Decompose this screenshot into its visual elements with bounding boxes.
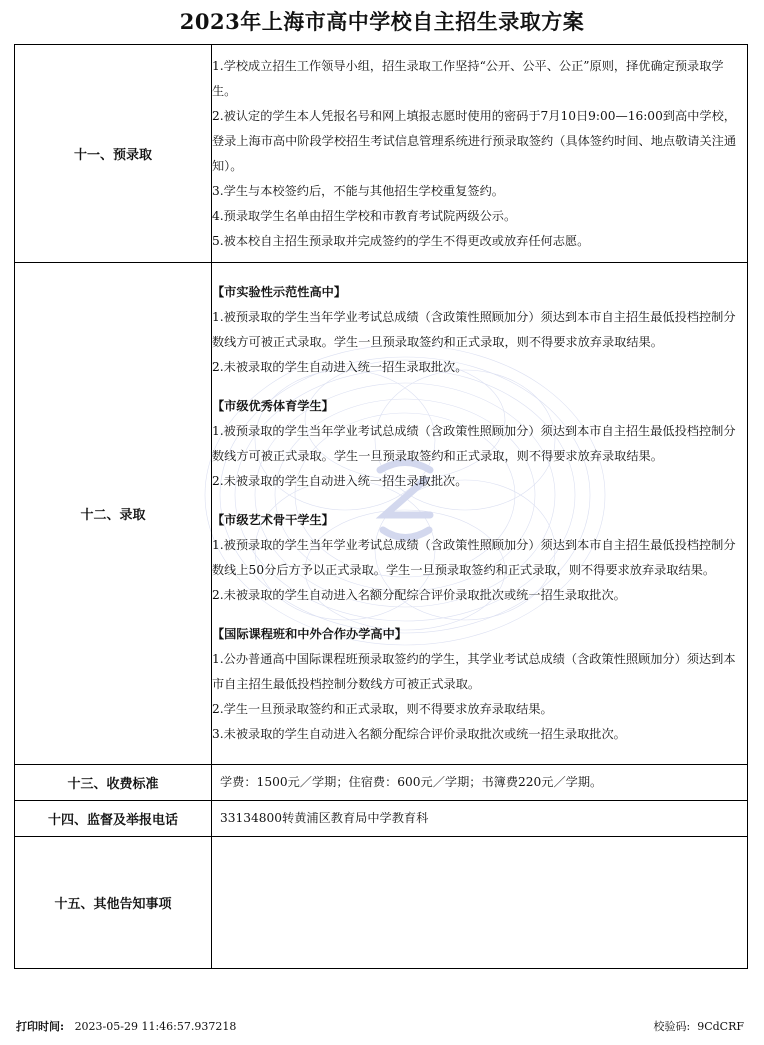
row-other: [15, 837, 748, 969]
row-admission: [15, 263, 748, 765]
row-content: [212, 45, 748, 263]
row-fees: [15, 765, 748, 801]
paragraph: 1.学校成立招生工作领导小组，招生录取工作坚持“公开、公平、公正”原则，择优确定预录取学生。: [212, 58, 724, 98]
section-heading: 【市实验性示范性高中】: [212, 285, 347, 299]
row-pre-admission: [15, 45, 748, 263]
row-hotline: [15, 801, 748, 837]
paragraph: 1.公办普通高中国际课程班预录取签约的学生，其学业考试总成绩（含政策性照顾加分）须达到本市自主招生最低投档控制分数线方可被正式录取。: [212, 652, 736, 691]
row-content: 33134800转黄浦区教育局中学教育科: [212, 801, 748, 837]
row-label: 十二、录取: [15, 263, 212, 765]
row-label: 十五、其他告知事项: [15, 837, 212, 969]
admission-plan-table: [14, 44, 748, 969]
paragraph: 1.被预录取的学生当年学业考试总成绩（含政策性照顾加分）须达到本市自主招生最低投档控制分数线上50分后方予以正式录取。学生一旦预录取签约和正式录取，则不得要求放弃录取结果。: [212, 538, 736, 577]
print-time-value: 2023-05-29 11:46:57.937218: [74, 1020, 237, 1033]
paragraph: 2.未被录取的学生自动进入统一招生录取批次。: [212, 474, 468, 488]
paragraph: 3.学生与本校签约后，不能与其他招生学校重复签约。: [212, 183, 504, 198]
row-content: 学费：1500元／学期；住宿费：600元／学期；书簿费220元／学期。: [212, 765, 748, 801]
row-content: [212, 837, 748, 969]
paragraph: 2.被认定的学生本人凭报名号和网上填报志愿时使用的密码于7月10日9:00—16:00到高中学校，登录上海市高中阶段学校招生考试信息管理系统进行预录取签约（具体签约时间、地点敬请关注通知）。: [212, 108, 737, 173]
paragraph: 2.未被录取的学生自动进入名额分配综合评价录取批次或统一招生录取批次。: [212, 588, 626, 602]
paragraph: 2.学生一旦预录取签约和正式录取，则不得要求放弃录取结果。: [212, 702, 553, 716]
page-title: 2023年上海市高中学校自主招生录取方案: [179, 9, 585, 34]
paragraph: 1.被预录取的学生当年学业考试总成绩（含政策性照顾加分）须达到本市自主招生最低投档控制分数线方可被正式录取。学生一旦预录取签约和正式录取，则不得要求放弃录取结果。: [212, 310, 736, 349]
row-label: 十三、收费标准: [15, 765, 212, 801]
row-content: [212, 263, 748, 765]
paragraph: 5.被本校自主招生预录取并完成签约的学生不得更改或放弃任何志愿。: [212, 233, 590, 248]
paragraph: 3.未被录取的学生自动进入名额分配综合评价录取批次或统一招生录取批次。: [212, 727, 626, 741]
verify-code: [653, 1018, 744, 1034]
section-heading: 【市级艺术骨干学生】: [212, 513, 334, 527]
print-time-label: 打印时间:: [16, 1020, 65, 1033]
verify-code-label: 校验码:: [653, 1020, 691, 1033]
paragraph: 2.未被录取的学生自动进入统一招生录取批次。: [212, 360, 468, 374]
row-label: 十一、预录取: [15, 45, 212, 263]
section-heading: 【市级优秀体育学生】: [212, 399, 334, 413]
print-time: [16, 1018, 236, 1034]
verify-code-value: 9CdCRF: [697, 1020, 744, 1033]
section-heading: 【国际课程班和中外合作办学高中】: [212, 627, 407, 641]
row-label: 十四、监督及举报电话: [15, 801, 212, 837]
paragraph: 4.预录取学生名单由招生学校和市教育考试院两级公示。: [212, 208, 517, 223]
paragraph: 1.被预录取的学生当年学业考试总成绩（含政策性照顾加分）须达到本市自主招生最低投档控制分数线方可被正式录取。学生一旦预录取签约和正式录取，则不得要求放弃录取结果。: [212, 424, 736, 463]
